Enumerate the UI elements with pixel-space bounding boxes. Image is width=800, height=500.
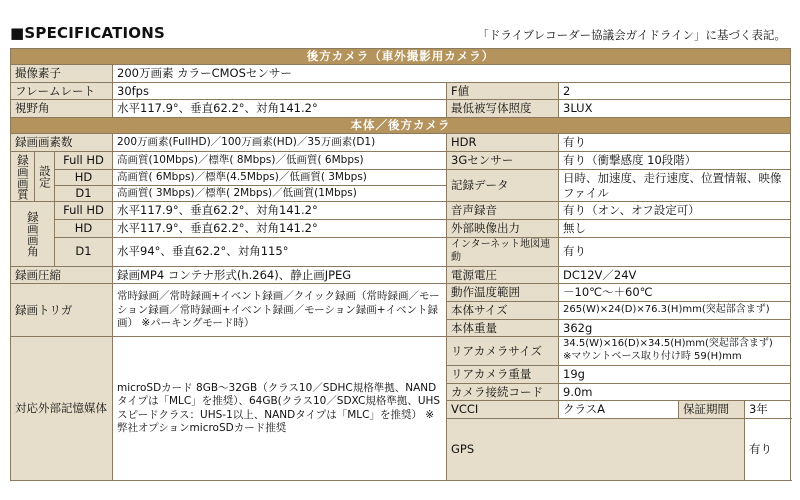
spec-label: VCCI bbox=[447, 401, 559, 419]
spec-label: F値 bbox=[447, 82, 559, 100]
spec-value: 362g bbox=[559, 319, 791, 337]
spec-value: 有り bbox=[745, 419, 791, 481]
spec-value: 2 bbox=[559, 82, 791, 100]
spec-value: 有り（オン、オフ設定可） bbox=[559, 202, 791, 220]
spec-value: 30fps bbox=[113, 82, 447, 100]
spec-value: －10℃～＋60℃ bbox=[559, 284, 791, 302]
rear-camera-size-note: ※マウントベース取り付け時 59(H)mm bbox=[563, 351, 742, 363]
table-row bbox=[11, 82, 791, 100]
spec-value: 3LUX bbox=[559, 100, 791, 118]
spec-value: 水平117.9°、垂直62.2°、対角141.2° bbox=[113, 100, 447, 118]
spec-value: 有り（衝撃感度 10段階） bbox=[559, 151, 791, 169]
spec-value: 有り bbox=[559, 134, 791, 152]
spec-value: 高画質(10Mbps)／標準( 8Mbps)／低画質( 6Mbps) bbox=[113, 151, 447, 169]
table-row bbox=[11, 237, 791, 266]
spec-label: リアカメラ重量 bbox=[447, 365, 559, 383]
spec-header bbox=[0, 0, 800, 46]
spec-value: 高画質( 3Mbps)／標準( 2Mbps)／低画質(1Mbps) bbox=[113, 186, 447, 202]
section-rear-camera: 後方カメラ（車外撮影用カメラ） bbox=[11, 49, 791, 65]
spec-value: 水平94°、垂直62.2°、対角115° bbox=[113, 237, 447, 266]
spec-label: フレームレート bbox=[11, 82, 113, 100]
spec-label: 録画画素数 bbox=[11, 134, 113, 152]
spec-label: 3Gセンサー bbox=[447, 151, 559, 169]
spec-value: 265(W)×24(D)×76.3(H)mm(突起部含まず) bbox=[559, 301, 791, 319]
spec-label: 電源電圧 bbox=[447, 266, 559, 284]
spec-label: 撮像素子 bbox=[11, 65, 113, 83]
spec-group-label: 設定 bbox=[35, 151, 55, 202]
guideline-note: 「ドライブレコーダー協議会ガイドライン」に基づく表記。 bbox=[477, 28, 786, 42]
spec-value: 3年 bbox=[745, 401, 791, 419]
spec-label: インターネット地図連動 bbox=[447, 237, 559, 266]
table-row bbox=[11, 169, 791, 185]
spec-label: 本体重量 bbox=[447, 319, 559, 337]
spec-sub-label: Full HD bbox=[55, 151, 113, 169]
spec-value: 高画質( 6Mbps)／標準(4.5Mbps)／低画質( 3Mbps) bbox=[113, 169, 447, 185]
spec-label: 最低被写体照度 bbox=[447, 100, 559, 118]
spec-label: 外部映像出力 bbox=[447, 220, 559, 238]
table-row bbox=[11, 337, 791, 366]
spec-label: HDR bbox=[447, 134, 559, 152]
spec-label: GPS bbox=[447, 419, 745, 481]
section-main-unit: 本体／後方カメラ bbox=[11, 118, 791, 134]
spec-sub-label: Full HD bbox=[55, 202, 113, 220]
spec-label: カメラ接続コード bbox=[447, 383, 559, 401]
spec-value: 水平117.9°、垂直62.2°、対角141.2° bbox=[113, 202, 447, 220]
spec-group-label: 録画画角 bbox=[11, 202, 55, 266]
spec-value: 200万画素(FullHD)／100万画素(HD)／35万画素(D1) bbox=[113, 134, 447, 152]
table-row bbox=[11, 134, 791, 152]
spec-sub-label: HD bbox=[55, 169, 113, 185]
table-row bbox=[11, 151, 791, 169]
spec-label: 動作温度範囲 bbox=[447, 284, 559, 302]
table-row bbox=[11, 100, 791, 118]
spec-label: 録画トリガ bbox=[11, 284, 113, 337]
spec-value: 常時録画／常時録画+イベント録画／クイック録画（常時録画／モーション録画／常時録画+イベント録画／モーション録画+イベント録画） ※パーキングモード時） bbox=[113, 284, 447, 337]
spec-label: 保証期間 bbox=[679, 401, 745, 419]
spec-value: 日時、加速度、走行速度、位置情報、映像ファイル bbox=[559, 169, 791, 202]
spec-value: 有り bbox=[559, 237, 791, 266]
spec-sub-label: D1 bbox=[55, 237, 113, 266]
table-row bbox=[11, 284, 791, 302]
spec-value bbox=[559, 337, 791, 366]
spec-value: 200万画素 カラーCMOSセンサー bbox=[113, 65, 791, 83]
spec-label: 視野角 bbox=[11, 100, 113, 118]
spec-sub-label: HD bbox=[55, 220, 113, 238]
spec-table bbox=[10, 48, 791, 481]
spec-label: リアカメラサイズ bbox=[447, 337, 559, 366]
spec-label: 記録データ bbox=[447, 169, 559, 202]
rear-camera-size: 34.5(W)×16(D)×34.5(H)mm(突起部含まず) bbox=[563, 338, 773, 350]
spec-value: 無し bbox=[559, 220, 791, 238]
table-row bbox=[11, 65, 791, 83]
spec-label: 対応外部記憶媒体 bbox=[11, 337, 113, 481]
spec-label: 録画圧縮 bbox=[11, 266, 113, 284]
spec-value: 録画MP4 コンテナ形式(h.264)、静止画JPEG bbox=[113, 266, 447, 284]
spec-value: 19g bbox=[559, 365, 791, 383]
spec-value: クラスA bbox=[559, 401, 679, 419]
table-row bbox=[11, 202, 791, 220]
spec-label: 音声録音 bbox=[447, 202, 559, 220]
page-title: ■SPECIFICATIONS bbox=[10, 24, 166, 42]
spec-sub-label: D1 bbox=[55, 186, 113, 202]
table-row bbox=[11, 220, 791, 238]
spec-value: microSDカード 8GB～32GB（クラス10／SDHC規格準拠、NANDタイプは「MLC」を推奨）、64GB(クラス10／SDXC規格準拠、UHSスピードクラス：UHS-1以上、NANDタイプは「MLC」を推奨） ※弊社オプションmicroSDカード推奨 bbox=[113, 337, 447, 481]
spec-group-label: 録画画質 bbox=[11, 151, 35, 202]
table-row bbox=[11, 266, 791, 284]
spec-value: 水平117.9°、垂直62.2°、対角141.2° bbox=[113, 220, 447, 238]
spec-value: DC12V／24V bbox=[559, 266, 791, 284]
spec-label: 本体サイズ bbox=[447, 301, 559, 319]
spec-value: 9.0m bbox=[559, 383, 791, 401]
